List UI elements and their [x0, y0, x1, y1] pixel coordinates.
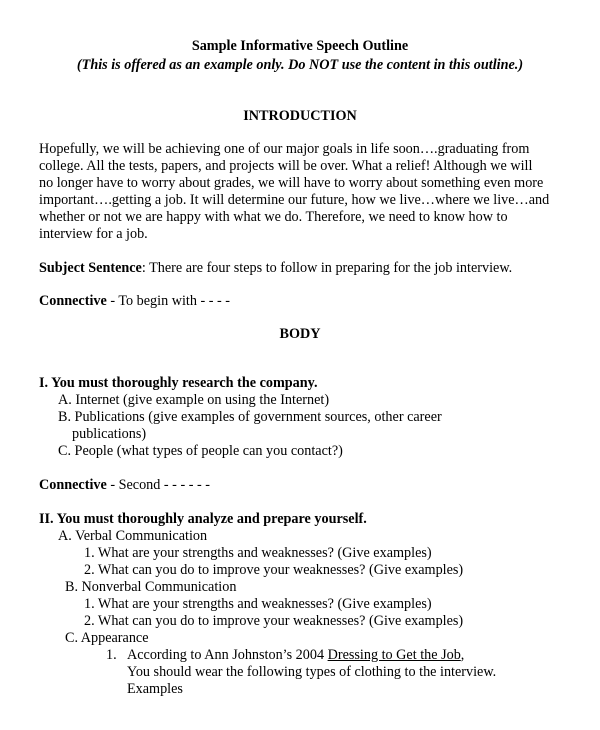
connective-text: - Second - - - - - - [106, 477, 210, 493]
section-2b-item: 1. What are your strengths and weaknesses? (Give examples) [84, 596, 432, 612]
subject-text: : There are four steps to follow in preparing for the job interview. [141, 260, 513, 276]
citation-prefix: According to Ann Johnston’s 2004 [127, 647, 328, 663]
section-2c-number: 1. [106, 647, 117, 663]
intro-line: Hopefully, we will be achieving one of our major goals in life soon….graduating from [39, 141, 530, 157]
subject-sentence [39, 260, 512, 277]
section-2a-item: 1. What are your strengths and weaknesses? (Give examples) [84, 545, 432, 561]
section-2a-item: 2. What can you do to improve your weaknesses? (Give examples) [84, 562, 464, 578]
intro-line: interview for a job. [39, 226, 148, 242]
section-2-title: II. You must thoroughly analyze and prepare yourself. [39, 511, 367, 527]
section-2c-item-line [127, 647, 464, 664]
subject-label: Subject Sentence [39, 260, 142, 276]
intro-line: whether or not we are happy with what we do. Therefore, we need to know how to [39, 209, 508, 225]
connective-label: Connective [39, 293, 107, 309]
section-1-item: C. People (what types of people can you contact?) [58, 443, 343, 459]
section-1-title: I. You must thoroughly research the company. [39, 375, 318, 391]
book-title: Dressing to Get the Job [327, 647, 461, 663]
connective-2 [39, 477, 210, 494]
page-title: Sample Informative Speech Outline [191, 38, 409, 54]
citation-suffix: , [460, 647, 465, 663]
intro-line: important….getting a job. It will determine our future, how we live…where we live…and [39, 192, 550, 208]
section-2a-title: A. Verbal Communication [58, 528, 208, 544]
body-heading: BODY [279, 326, 321, 342]
section-2c-item-line: You should wear the following types of clothing to the interview. [127, 664, 497, 680]
section-2c-title: C. Appearance [65, 630, 149, 646]
connective-text: - To begin with - - - - [106, 293, 231, 309]
page-subtitle: (This is offered as an example only. Do NOT use the content in this outline.) [76, 57, 524, 73]
section-2b-title: B. Nonverbal Communication [65, 579, 237, 595]
section-2b-item: 2. What can you do to improve your weaknesses? (Give examples) [84, 613, 464, 629]
intro-line: college. All the tests, papers, and projects will be over. What a relief! Although we will [39, 158, 533, 174]
section-2c-item-line: Examples [127, 681, 183, 697]
intro-heading: INTRODUCTION [243, 108, 357, 124]
intro-line: no longer have to worry about grades, we will have to worry about something even more [39, 175, 544, 191]
section-1-item: A. Internet (give example on using the Internet) [58, 392, 330, 408]
connective-label: Connective [39, 477, 107, 493]
section-1-item: publications) [72, 426, 147, 442]
section-1-item: B. Publications (give examples of government sources, other career [58, 409, 442, 425]
connective-1 [39, 293, 230, 310]
